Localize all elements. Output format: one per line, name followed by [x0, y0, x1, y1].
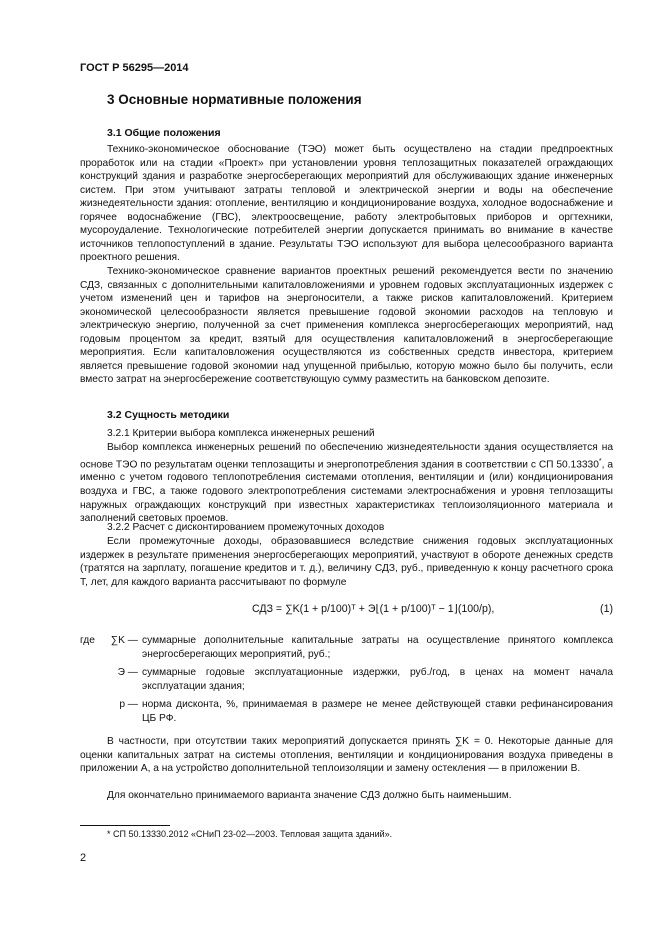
paragraph-selection-text-a: Выбор комплекса инженерных решений по обеспечению жизнедеятельности здания осуществляется на основе ТЭО по результатам оценки теплозащиты и энергопотребления здания в соответствии с СП 50.13330: [80, 442, 613, 470]
definition-p: [80, 698, 613, 725]
paragraph-conclusion: Для окончательно принимаемого варианта значение СДЗ должно быть наименьшим.: [107, 790, 512, 801]
paragraph-general-2: Технико-экономическое сравнение вариантов проектных решений рекомендуется вести по значению СДЗ, связанных с дополнительными капиталовложениями и уровнем годовых эксплуатационных издержек с учетом изменений цен и тарифов на энергоносители, а также рисков капиталовложений. Критерием экономической целесообразности является превышение годовой экономии расходов на тепловую и электрическую энергию, полученной за счет применения комплекса энергосберегающих мероприятий, над годовым процентом за кредит, взятый для осуществления капиталовложений в энергосберегающие мероприятия. Если капиталовложения осуществляются из собственных средств инвестора, критерием является превышение годовой экономии над упущенной прибылью, которую можно было бы получить, если вместо затрат на энергосбережение соответствующую сумму разместить на банковском депозите.: [80, 266, 613, 386]
definition-text: суммарные годовые эксплуатационные издержки, руб./год, в ценах на момент начала эксплуатации здания;: [142, 667, 613, 692]
definition-e: [80, 666, 613, 693]
paragraph-selection-text-b: , а именно с учетом годового теплопотребления системами отопления, вентиляции и (или) кондиционирования воздуха и ГВС, а также годового электропотребления системами электроснабжения и уровня теплозащиты наружных ограждающих конструкций при известных характеристиках теплоизоляционного материала и заполнений световых проемов.: [80, 458, 613, 525]
section-title: 3 Основные нормативные положения: [107, 92, 362, 107]
where-label: где: [80, 635, 95, 646]
paragraph-general-1: Технико-экономическое обоснование (ТЭО) может быть осуществлено на стадии предпроектных проработок или на стадии «Проект» при установлении уровня теплозащитных показателей ограждающих конструкций здания и разработке энергосберегающих мероприятий для обслуживающих здание инженерных систем. При этом учитывают затраты тепловой и электрической энергии и воды на обеспечение жизнедеятельности здания: отопление, вентиляцию и кондиционирование воздуха, холодное водоснабжение и горячее водоснабжение (ГВС), электроосвещение, работу электробытовых приборов и оргтехники, мусороудаление. Технологические потребителей энергии допускается принимать во внимание в качестве источников теплопоступлений в здание. Результаты ТЭО используют для выбора целесообразного варианта проектного решения.: [80, 144, 613, 264]
paragraph-selection: [80, 441, 613, 526]
subsection-3-1-title: 3.1 Общие положения: [107, 127, 221, 139]
formula-expression: СДЗ = ∑K(1 + p/100)ᵀ + Э⌊(1 + p/100)ᵀ − 1⌋(100/p),: [252, 603, 495, 615]
item-3-2-2-title: 3.2.2 Расчет с дисконтированием промежуточных доходов: [107, 522, 385, 533]
formula-number: (1): [600, 603, 613, 615]
definition-symbol: Э —: [117, 667, 138, 679]
definition-symbol: p —: [119, 699, 138, 711]
formula-1: [80, 603, 613, 619]
footnote-separator: [80, 825, 170, 826]
document-header: ГОСТ Р 56295—2014: [80, 62, 189, 74]
definition-sum-k: [80, 634, 613, 661]
paragraph-particular-case: В частности, при отсутствии таких мероприятий допускается принять ∑K = 0. Некоторые данные для оценки капитальных затрат на системы отопления, вентиляции и кондиционирования воздуха приведены в приложении А, а на устройство дополнительной теплоизоляции и замену остекления — в приложении В.: [80, 736, 613, 775]
page-number: 2: [80, 852, 87, 864]
paragraph-discounting: Если промежуточные доходы, образовавшиеся вследствие снижения годовых эксплуатационных издержек в результате применения энергосберегающих мероприятий, участвуют в обороте денежных средств (тратятся на зарплату, погашение кредитов и т. д.), величину СДЗ, руб., приведенную к концу расчетного срока T, лет, для каждого варианта рассчитывают по формуле: [80, 536, 613, 588]
footnote: * СП 50.13330.2012 «СНиП 23-02—2003. Тепловая защита зданий».: [107, 829, 393, 839]
subsection-3-2-title: 3.2 Сущность методики: [107, 409, 230, 421]
footnote-marker: *: [598, 457, 602, 465]
item-3-2-1-title: 3.2.1 Критерии выбора комплекса инженерных решений: [107, 428, 375, 439]
definition-text: суммарные дополнительные капитальные затраты на осуществление принятого комплекса энергосберегающих мероприятий, руб.;: [142, 635, 613, 660]
definition-text: норма дисконта, %, принимаемая в размере не менее действующей ставки рефинансирования ЦБ РФ.: [142, 699, 613, 724]
definition-symbol: ∑K —: [110, 635, 138, 646]
definitions-list: [80, 634, 613, 730]
